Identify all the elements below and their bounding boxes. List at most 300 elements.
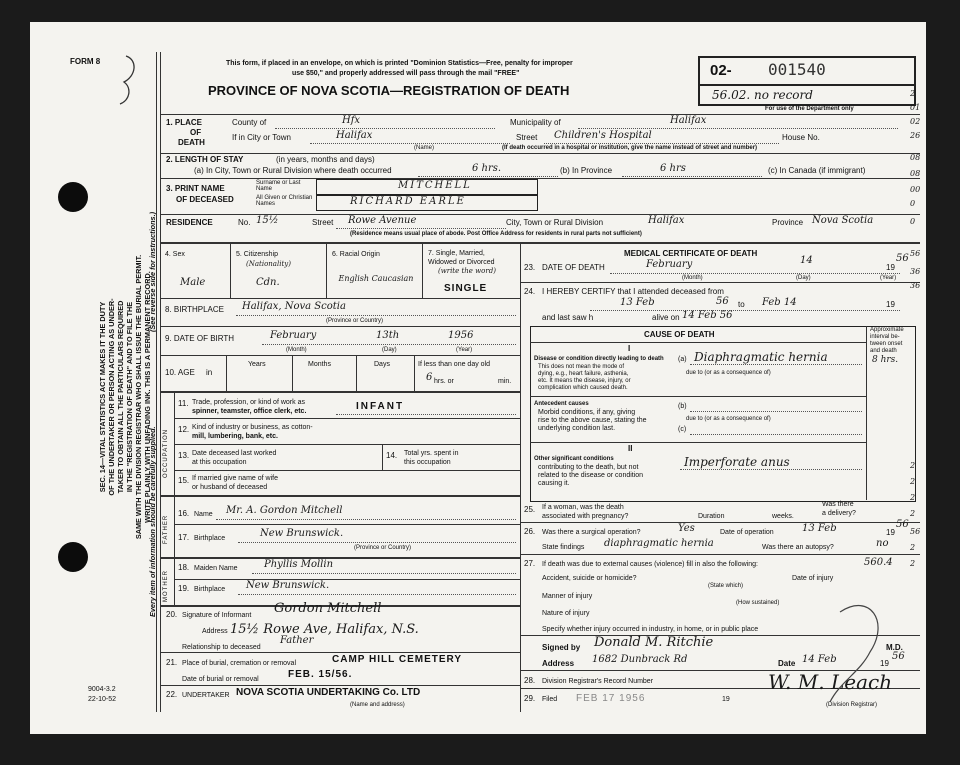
signed-label: Signed by xyxy=(542,643,581,652)
rule xyxy=(275,128,495,129)
roman-one: I xyxy=(628,344,631,353)
margin-code: 2 xyxy=(910,543,916,552)
informant-address-label: Address xyxy=(202,628,228,635)
father-caption: (Province or Country) xyxy=(354,545,412,551)
rule xyxy=(520,242,521,712)
citizenship-sub: (Nationality) xyxy=(246,260,291,268)
margin-code: 0 xyxy=(910,199,916,208)
year-caption: (Year) xyxy=(456,347,473,353)
margin-code: 08 xyxy=(910,169,921,178)
margin-code: 2 xyxy=(910,493,916,502)
residence-no-label: No. xyxy=(238,218,251,227)
municipality-label: Municipality of xyxy=(510,118,561,127)
last-worked-2: at this occupation xyxy=(192,459,247,466)
how-sustained: (How sustained) xyxy=(736,600,780,606)
rule xyxy=(174,495,175,557)
residence-province-label: Province xyxy=(772,218,804,227)
side-notice-line: OF THE UNDERTAKER OR PERSON ACTING AS UNDER- xyxy=(107,298,116,496)
margin-code: 2 xyxy=(910,509,916,518)
racial-value: English Caucasian xyxy=(338,274,414,283)
form-number: FORM 8 xyxy=(70,57,101,66)
filed-19: 19 xyxy=(722,696,730,703)
surname-label: Surname or Last Name xyxy=(256,180,301,192)
mother-vertical-label: MOTHER xyxy=(163,570,169,602)
surgery-label: Was there a surgical operation? xyxy=(542,529,641,536)
punch-hole-bottom xyxy=(58,542,88,572)
certify-text: I HEREBY CERTIFY that I attended deceased from xyxy=(542,287,724,296)
department-box xyxy=(698,84,916,106)
margin-code: 00 xyxy=(910,185,921,194)
informant-sig-label: Signature of Informant xyxy=(182,612,252,619)
rule xyxy=(160,114,920,115)
death-year-prefix: 19 xyxy=(886,263,895,272)
rule xyxy=(292,355,293,391)
margin-code: 26 xyxy=(910,131,921,140)
rule xyxy=(238,542,516,543)
residence-province: Nova Scotia xyxy=(812,215,874,226)
notice-line-1: This form, if placed in an envelope, on which is printed "Dominion Statistics—Free, penalty for improper xyxy=(226,60,573,67)
informant-address: 15½ Rowe Ave, Halifax, N.S. xyxy=(230,622,419,637)
rule xyxy=(160,495,520,497)
residence-label: RESIDENCE xyxy=(166,218,213,227)
rule xyxy=(238,594,516,595)
certify-from: 13 Feb xyxy=(620,297,655,308)
punch-hole-top xyxy=(58,182,88,212)
department-caption: For use of the Department only xyxy=(765,106,854,112)
rule xyxy=(422,242,423,298)
age-hours-value: 6 xyxy=(426,372,433,383)
registration-number: 001540 xyxy=(768,60,826,79)
death-date-label: DATE OF DEATH xyxy=(542,263,605,272)
street-value: Children's Hospital xyxy=(554,130,652,141)
cert-date-label: Date xyxy=(778,659,796,668)
cert-date: 14 Feb xyxy=(802,654,837,665)
margin-code: 0 xyxy=(910,217,916,226)
dob-label: 9. DATE OF BIRTH xyxy=(165,334,235,343)
roman-two: II xyxy=(628,444,633,453)
rule xyxy=(690,434,862,435)
findings-label: State findings xyxy=(542,544,585,551)
rule xyxy=(174,391,175,495)
father-name: Mr. A. Gordon Mitchell xyxy=(226,505,343,516)
birthplace-value: Halifax, Nova Scotia xyxy=(242,301,346,312)
stay-b-label: (b) In Province xyxy=(560,166,613,175)
month-caption: (Month) xyxy=(286,347,307,353)
total-yrs-2: this occupation xyxy=(404,459,451,466)
death-day: 14 xyxy=(800,255,813,266)
mother-birthplace: New Brunswick. xyxy=(246,580,330,591)
side-notice-line: TAKER TO OBTAIN ALL THE PARTICULARS REQUIRED xyxy=(116,300,125,494)
rule xyxy=(310,143,510,144)
rule xyxy=(414,355,415,391)
stay-a-value: 6 hrs. xyxy=(472,163,502,174)
registration-prefix: 02- xyxy=(710,62,732,79)
rule xyxy=(160,652,520,653)
margin-code: 01 xyxy=(910,103,921,112)
woman-1: If a woman, was the death xyxy=(542,504,624,511)
mother-maiden: Phyllis Mollin xyxy=(264,559,334,570)
nature-label: Nature of injury xyxy=(542,610,590,617)
stay-a-label: (a) In City, Town or Rural Division where death occurred xyxy=(194,166,392,175)
given-label: All Given or Christian Names xyxy=(256,195,313,207)
item-27: 27. xyxy=(524,559,536,568)
margin-code: 2 xyxy=(910,461,916,470)
age-in: in xyxy=(206,368,213,377)
house-label: House No. xyxy=(782,133,820,142)
trade-label-1: Trade, profession, or kind of work as xyxy=(192,399,305,406)
rule xyxy=(690,411,862,412)
rule xyxy=(262,344,516,345)
age-months: Months xyxy=(308,361,331,368)
city-label: If in City or Town xyxy=(232,133,291,142)
item-26: 26. xyxy=(524,527,536,536)
delivery-1: Was there xyxy=(822,501,854,508)
woman-2: associated with pregnancy? xyxy=(542,513,629,520)
marital-value: SINGLE xyxy=(444,283,488,294)
dob-month: February xyxy=(270,330,317,341)
notice-line-2: use $50," and properly addressed will pass through the mail "FREE" xyxy=(292,70,520,77)
op-year: 56 xyxy=(896,519,909,530)
form-code-1: 9004-3.2 xyxy=(88,686,116,693)
margin-code: 2 xyxy=(910,559,916,568)
informant-signature: Gordon Mitchell xyxy=(274,601,382,616)
rule xyxy=(160,557,520,559)
side-notice xyxy=(98,137,152,657)
side-notice-line: IN THE "REGISTRATION OF DEATH" AND TO FILE THE xyxy=(125,301,134,493)
birthplace-label: 8. BIRTHPLACE xyxy=(165,305,224,314)
rule xyxy=(418,176,558,177)
age-label: 10. AGE xyxy=(165,368,195,377)
day-caption: (Day) xyxy=(382,347,397,353)
racial-label: 6. Racial Origin xyxy=(332,251,380,258)
rule xyxy=(356,355,357,391)
rule xyxy=(160,391,520,393)
duration-label: Duration xyxy=(698,513,725,520)
rule xyxy=(578,128,898,129)
occ-15: 15. xyxy=(178,476,190,485)
violence-label: If death was due to external causes (violence) fill in also the following: xyxy=(542,561,758,568)
cert-address: 1682 Dunbrack Rd xyxy=(592,654,688,665)
registrar-number-label: Division Registrar's Record Number xyxy=(542,678,654,685)
side-notice-line: SEC. 14—VITAL STATISTICS ACT MAKES IT THE DUTY xyxy=(98,301,107,493)
other-3: related to the disease or condition xyxy=(538,472,644,479)
age-less-day: If less than one day old xyxy=(418,361,490,368)
rule xyxy=(160,685,520,686)
place-label-3: DEATH xyxy=(178,138,205,147)
last-worked-1: Date deceased last worked xyxy=(192,450,277,457)
mother-birthplace-label: Birthplace xyxy=(194,586,226,593)
rule xyxy=(174,418,520,419)
autopsy-value: no xyxy=(876,538,889,549)
trade-value: INFANT xyxy=(356,401,405,412)
rule xyxy=(160,326,520,327)
residence-no: 15½ xyxy=(256,215,279,226)
interval-label-1: Approximate xyxy=(870,327,904,333)
medical-title: MEDICAL CERTIFICATE OF DEATH xyxy=(624,249,758,258)
margin-code: 36 xyxy=(910,281,921,290)
occ-11: 11. xyxy=(178,399,189,408)
rule xyxy=(326,242,327,298)
rule xyxy=(530,442,866,443)
md-label: M.D. xyxy=(886,643,903,652)
residence-city-label: City, Town or Rural Division xyxy=(506,218,604,227)
margin-check-mark xyxy=(110,52,150,112)
margin-code: 08 xyxy=(910,153,921,162)
burial-place-label: Place of burial, cremation or removal xyxy=(182,660,296,667)
margin-code: 56 xyxy=(910,249,921,258)
citizenship-value: Cdn. xyxy=(256,277,280,288)
rule xyxy=(866,326,867,500)
place-label-1: 1. PLACE xyxy=(166,118,203,127)
informant-20: 20. xyxy=(166,610,178,619)
dob-year: 1956 xyxy=(448,330,474,341)
father-17: 17. xyxy=(178,533,190,542)
margin-code: 02 xyxy=(910,117,921,126)
rule xyxy=(690,364,862,365)
cause-c-label: (c) xyxy=(678,426,687,433)
father-name-label: Name xyxy=(194,511,213,518)
cause-title: CAUSE OF DEATH xyxy=(644,330,715,339)
mother-19: 19. xyxy=(178,584,190,593)
burial-date: FEB. 15/56. xyxy=(288,669,353,680)
rule xyxy=(174,579,520,580)
residence-street: Rowe Avenue xyxy=(348,215,417,226)
rule xyxy=(174,557,175,605)
registrar-signature: W. M. Leach xyxy=(768,670,893,694)
antecedent-3: rise to the above cause, stating the xyxy=(538,417,647,424)
citizenship-label: 5. Citizenship xyxy=(236,251,279,258)
item-28: 28. xyxy=(524,676,536,685)
occ-12: 12. xyxy=(178,425,190,434)
occ-14: 14. xyxy=(386,451,398,460)
father-16: 16. xyxy=(178,509,190,518)
rule xyxy=(216,519,516,520)
other-4: causing it. xyxy=(538,480,570,487)
rule xyxy=(160,298,520,299)
rule xyxy=(520,554,920,555)
signed-value: Donald M. Ritchie xyxy=(594,635,714,650)
interval-label-4: and death xyxy=(870,348,897,354)
certify-to: to xyxy=(738,300,745,309)
death-month-caption: (Month) xyxy=(682,275,703,281)
surname-value: MITCHELL xyxy=(398,180,472,191)
county-label: County of xyxy=(232,118,267,127)
rule xyxy=(544,143,779,144)
cert-address-label: Address xyxy=(542,659,575,668)
violence-code: 560.4 xyxy=(864,557,893,568)
street-label: Street xyxy=(516,133,538,142)
wife-label-2: or husband of deceased xyxy=(192,484,268,491)
rule xyxy=(252,573,516,574)
certify-year-19: 19 xyxy=(886,300,895,309)
certify-from-year: 56 xyxy=(716,296,729,307)
residence-city: Halifax xyxy=(648,215,685,226)
municipality-value: Halifax xyxy=(670,115,707,126)
burial-date-label: Date of burial or removal xyxy=(182,676,259,683)
frame-left-inner xyxy=(160,52,161,712)
findings-value: diaphragmatic hernia xyxy=(604,538,714,549)
form-code-2: 22-10-52 xyxy=(88,696,117,703)
interval-label-3: tween onset xyxy=(870,341,903,347)
death-year-caption: (Year) xyxy=(880,275,897,281)
weeks-label: weeks. xyxy=(772,513,794,520)
residence-street-label: Street xyxy=(312,218,334,227)
death-month: February xyxy=(646,259,693,270)
sex-label: 4. Sex xyxy=(165,251,185,258)
rule xyxy=(160,355,520,356)
specify-label: Specify whether injury occurred in industry, in home, or in public place xyxy=(542,626,759,633)
other-2: contributing to the death, but not xyxy=(538,464,639,471)
alive-date: 14 Feb 56 xyxy=(682,310,733,321)
medical-24: 24. xyxy=(524,287,536,296)
certify-to-date: Feb 14 xyxy=(762,297,797,308)
cert-year-prefix: 19 xyxy=(880,659,889,668)
surgery-value: Yes xyxy=(678,523,695,534)
mother-18: 18. xyxy=(178,563,190,572)
other-value: Imperforate anus xyxy=(684,455,790,469)
occupation-vertical-label: OCCUPATION xyxy=(163,428,169,478)
op-date-label: Date of operation xyxy=(720,529,774,536)
county-value: Hfx xyxy=(342,115,361,126)
state-which: (State which) xyxy=(708,583,744,589)
rule xyxy=(174,470,520,471)
relationship-value: Father xyxy=(280,635,314,646)
rule xyxy=(590,310,900,311)
rule xyxy=(610,273,900,274)
residence-caption: (Residence means usual place of abode. Post Office Address for residents in rural parts not sufficient) xyxy=(350,231,642,237)
interval-label-2: interval be- xyxy=(870,334,900,340)
margin-code: 56 xyxy=(910,527,921,536)
sex-value: Male xyxy=(180,277,206,288)
form-title: PROVINCE OF NOVA SCOTIA—REGISTRATION OF DEATH xyxy=(208,83,570,98)
rule xyxy=(230,242,231,298)
marital-label-2: Widowed or Divorced xyxy=(428,259,495,266)
rule xyxy=(336,414,516,415)
rule xyxy=(382,444,383,470)
cause-a-label: (a) xyxy=(678,356,687,363)
rule xyxy=(530,342,866,343)
rule xyxy=(622,176,762,177)
name-caption: (Name) xyxy=(414,145,435,151)
last-saw: and last saw h xyxy=(542,313,594,322)
autopsy-label: Was there an autopsy? xyxy=(762,544,834,551)
death-day-caption: (Day) xyxy=(796,275,811,281)
rule xyxy=(160,153,920,154)
death-certificate-form xyxy=(30,22,926,734)
rule xyxy=(530,396,866,397)
alive-on: alive on xyxy=(652,313,680,322)
medical-23: 23. xyxy=(524,263,536,272)
immediate-1: Disease or condition directly leading to death xyxy=(534,356,664,362)
place-label-2: OF xyxy=(190,128,202,137)
rule xyxy=(236,315,516,316)
department-note: 56.02. no record xyxy=(712,88,813,102)
industry-label-1: Kind of industry or business, as cotton- xyxy=(192,424,313,431)
stay-c-label: (c) In Canada (if immigrant) xyxy=(768,166,866,175)
margin-code: 2 xyxy=(910,477,916,486)
manner-label: Manner of injury xyxy=(542,593,593,600)
margin-code: 36 xyxy=(910,267,921,276)
cert-year: 56 xyxy=(892,651,905,662)
age-days: Days xyxy=(374,361,390,368)
burial-21: 21. xyxy=(166,658,178,667)
cause-a-value: Diaphragmatic hernia xyxy=(694,350,828,364)
op-year-prefix: 19 xyxy=(886,528,895,537)
rule xyxy=(174,444,520,445)
filed-label: Filed xyxy=(542,696,558,703)
due-to-2: due to (or as a consequence of) xyxy=(686,416,771,422)
supply-note: Every item of information should be carefully supplied. xyxy=(148,426,157,617)
date-injury: Date of injury xyxy=(792,575,834,582)
margin-code: 2 xyxy=(910,89,916,98)
marital-label-3: (write the word) xyxy=(438,267,496,275)
stay-label: 2. LENGTH OF STAY xyxy=(166,155,244,164)
immediate-4: etc. It means the disease, injury, or xyxy=(538,378,631,384)
antecedent-1: Antecedent causes xyxy=(534,401,589,407)
rule xyxy=(226,355,227,391)
stay-hint: (in years, months and days) xyxy=(276,155,375,164)
father-birthplace-label: Birthplace xyxy=(194,535,226,542)
death-year: 56 xyxy=(896,253,909,264)
rule xyxy=(520,282,920,283)
delivery-2: a delivery? xyxy=(822,510,856,517)
registrar-stamp-circle xyxy=(810,582,910,722)
burial-place: CAMP HILL CEMETERY xyxy=(332,654,463,665)
op-date: 13 Feb xyxy=(802,523,837,534)
registration-number-box xyxy=(698,56,916,86)
wife-label-1: If married give name of wife xyxy=(192,475,278,482)
due-to-1: due to (or as a consequence of) xyxy=(686,370,771,376)
marital-label-1: 7. Single, Married, xyxy=(428,250,485,257)
industry-label-2: mill, lumbering, bank, etc. xyxy=(192,433,278,440)
occ-13: 13. xyxy=(178,451,190,460)
rule xyxy=(160,178,920,179)
print-name-label-2: OF DECEASED xyxy=(176,195,234,204)
antecedent-4: underlying condition last. xyxy=(538,425,616,432)
birthplace-caption: (Province or Country) xyxy=(326,318,384,324)
rule xyxy=(680,469,862,470)
registrar-caption: (Division Registrar) xyxy=(826,702,878,708)
reverse-note: (See reverse side for instructions.) xyxy=(148,211,157,332)
immediate-2: This does not mean the mode of xyxy=(538,364,625,370)
burial-22: 22. xyxy=(166,690,178,699)
city-value: Halifax xyxy=(336,130,373,141)
rule xyxy=(336,228,506,229)
rule xyxy=(160,242,920,244)
relationship-label: Relationship to deceased xyxy=(182,644,261,651)
trade-label-2: spinner, teamster, office clerk, etc. xyxy=(192,408,307,415)
side-notice-line: WRITE PLAINLY WITH UNFADING INK. THIS IS A PERMANENT RECORD. xyxy=(143,271,152,523)
immediate-5: complication which caused death. xyxy=(538,385,628,391)
mother-maiden-label: Maiden Name xyxy=(194,565,238,572)
given-value: RICHARD EARLE xyxy=(350,196,466,207)
item-29: 29. xyxy=(524,694,536,703)
cause-b-label: (b) xyxy=(678,403,687,410)
age-years: Years xyxy=(248,361,266,368)
frame-left xyxy=(156,52,157,712)
other-1: Other significant conditions xyxy=(534,456,614,462)
rule xyxy=(520,522,920,523)
filed-stamp: FEB 17 1956 xyxy=(576,693,646,704)
antecedent-2: Morbid conditions, if any, giving xyxy=(538,409,636,416)
side-notice-line: SAME WITH THE DIVISION REGISTRAR WHO SHALL ISSUE THE BURIAL PERMIT. xyxy=(134,254,143,540)
undertaker-caption: (Name and address) xyxy=(350,702,405,708)
age-hrs: hrs. or xyxy=(434,378,454,385)
total-yrs-1: Total yrs. spent in xyxy=(404,450,459,457)
age-min: min. xyxy=(498,378,512,385)
item-25: 25. xyxy=(524,505,536,514)
undertaker-label: UNDERTAKER xyxy=(182,692,230,699)
